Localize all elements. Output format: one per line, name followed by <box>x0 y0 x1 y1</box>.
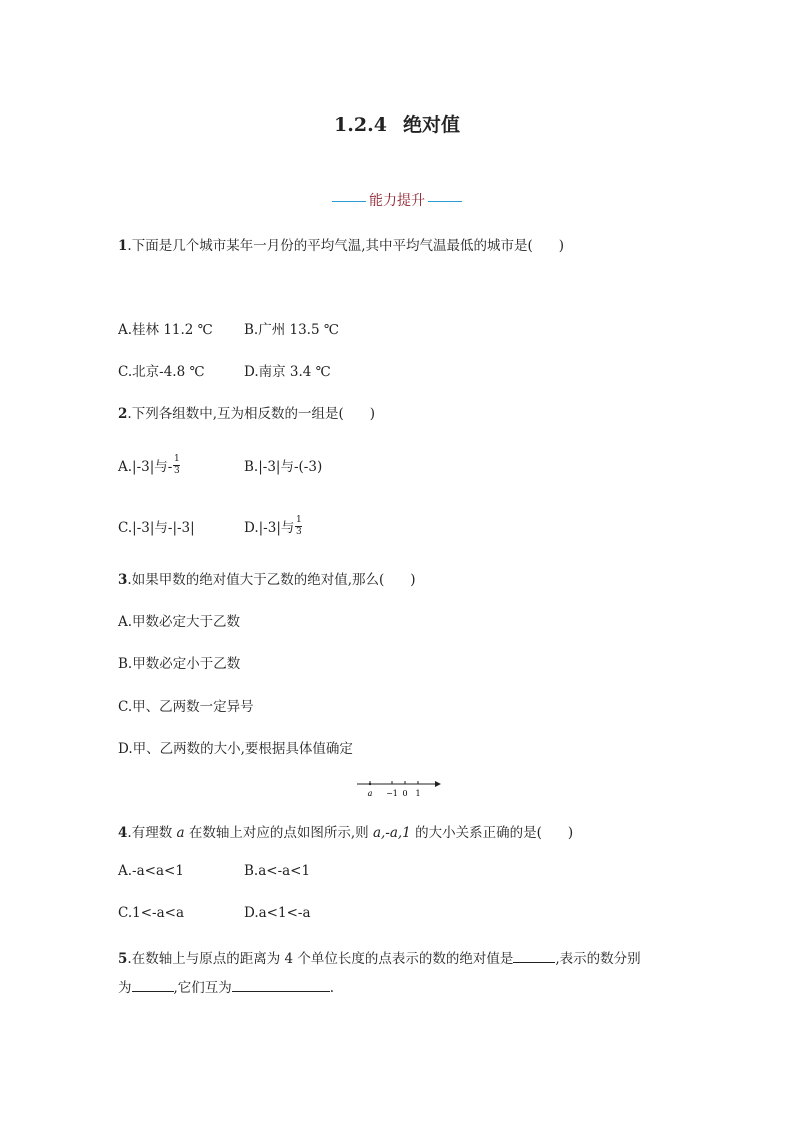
variable-a: a <box>176 825 185 841</box>
question-text: .在数轴上与原点的距离为 4 个单位长度的点表示的数的绝对值是 <box>127 951 514 967</box>
question-text: 为 <box>118 980 132 996</box>
q1-option-d: D.南京 3.4 ℃ <box>244 364 331 380</box>
question-text: .下列各组数中,互为相反数的一组是( <box>127 406 344 422</box>
question-close-paren: ) <box>369 406 376 422</box>
title-text: 绝对值 <box>402 114 460 136</box>
option-text: D.|-3|与 <box>244 520 295 536</box>
label-zero: 0 <box>402 789 408 798</box>
question-text: . <box>329 980 335 996</box>
fraction <box>295 516 302 537</box>
label-one: 1 <box>415 789 421 798</box>
q3-option-a: A.甲数必定大于乙数 <box>118 614 241 630</box>
answer-blank[interactable] <box>132 979 174 992</box>
question-close-paren: ) <box>558 238 565 254</box>
question-number: 5 <box>118 951 128 967</box>
question-number: 4 <box>118 825 128 841</box>
section-label: 能力提升 <box>369 193 425 209</box>
q2-option-c: C.|-3|与-|-3| <box>118 520 195 536</box>
question-text: 的大小关系正确的是( <box>410 825 542 841</box>
question-5-line-2 <box>118 976 334 996</box>
q1-option-c: C.北京-4.8 ℃ <box>118 364 205 380</box>
question-text: ,它们互为 <box>173 980 232 996</box>
fraction-numerator: 1 <box>296 515 302 525</box>
q4-option-d: D.a<1<-a <box>244 905 311 921</box>
q1-option-a: A.桂林 11.2 ℃ <box>118 322 213 338</box>
question-text: 在数轴上对应的点如图所示,则 <box>184 825 373 841</box>
section-heading <box>0 190 794 210</box>
question-4 <box>118 821 573 841</box>
question-3 <box>118 568 416 588</box>
fraction-denominator: 3 <box>173 466 180 476</box>
label-minus-one: −1 <box>386 789 398 798</box>
section-rule-left <box>332 201 366 202</box>
question-2 <box>118 402 375 422</box>
label-a: a <box>367 789 373 798</box>
axis-arrow <box>435 781 441 787</box>
option-text: A.|-3|与- <box>118 459 173 475</box>
q3-option-b: B.甲数必定小于乙数 <box>118 656 241 672</box>
q2-option-b: B.|-3|与-(-3) <box>244 459 323 475</box>
question-text: ,表示的数分别 <box>555 951 641 967</box>
fraction-denominator: 3 <box>296 527 302 537</box>
variable-list: a,-a,1 <box>372 825 411 841</box>
question-1 <box>118 234 564 254</box>
answer-blank[interactable] <box>232 979 330 992</box>
q3-option-c: C.甲、乙两数一定异号 <box>118 699 254 715</box>
question-text: .如果甲数的绝对值大于乙数的绝对值,那么( <box>127 572 385 588</box>
number-line-figure <box>355 776 445 800</box>
q3-option-d: D.甲、乙两数的大小,要根据具体值确定 <box>118 741 353 757</box>
q4-option-c: C.1<-a<a <box>118 905 185 921</box>
fraction <box>173 455 180 476</box>
question-text: .下面是几个城市某年一月份的平均气温,其中平均气温最低的城市是( <box>127 238 533 254</box>
q4-option-b: B.a<-a<1 <box>244 863 311 879</box>
page-title <box>0 110 794 137</box>
title-number: 1.2.4 <box>334 114 387 136</box>
question-number: 3 <box>118 572 128 588</box>
q4-option-a: A.-a<a<1 <box>118 863 184 879</box>
q2-option-a <box>118 455 180 478</box>
q2-option-d <box>244 516 302 539</box>
question-text: .有理数 <box>127 825 177 841</box>
point-a <box>369 783 371 785</box>
fraction-numerator: 1 <box>173 454 180 464</box>
answer-blank[interactable] <box>513 950 555 963</box>
question-number: 2 <box>118 406 128 422</box>
q1-option-b: B.广州 13.5 ℃ <box>244 322 339 338</box>
question-close-paren: ) <box>410 572 416 588</box>
question-number: 1 <box>118 238 128 254</box>
question-close-paren: ) <box>567 825 574 841</box>
section-rule-right <box>428 201 462 202</box>
question-5 <box>118 947 641 967</box>
